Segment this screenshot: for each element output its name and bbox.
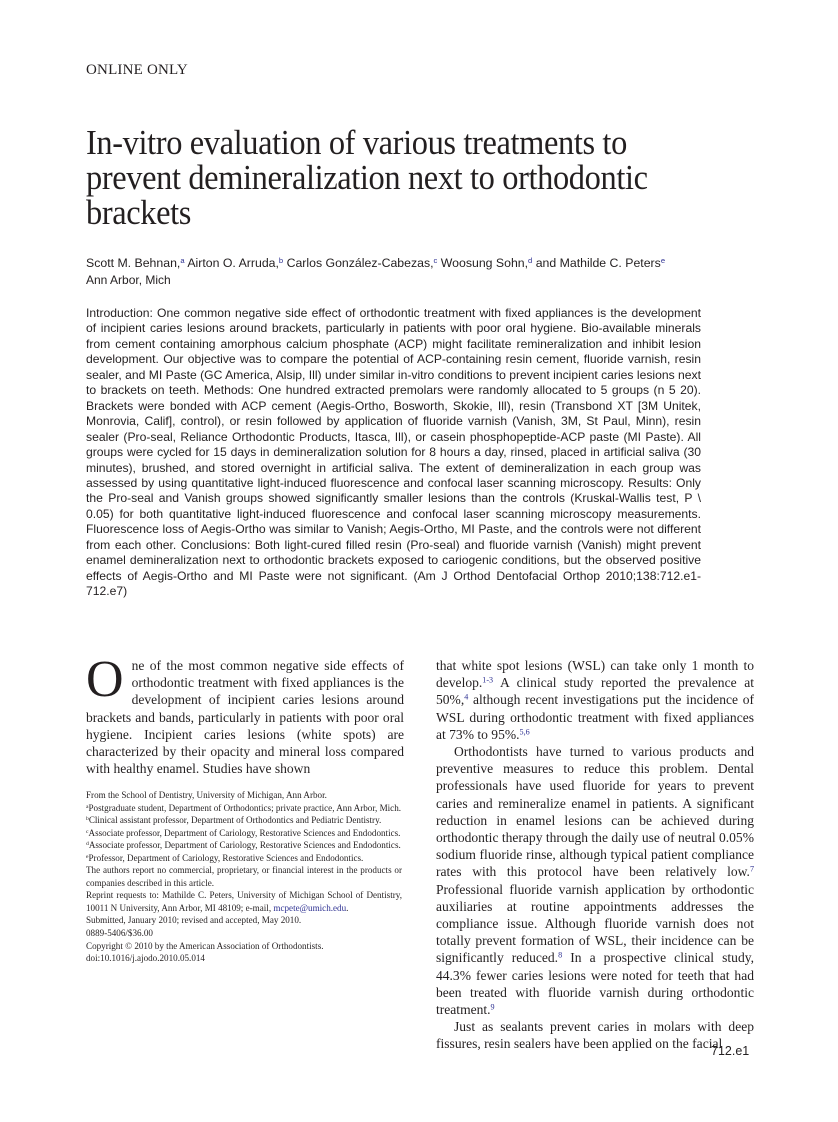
page-number: 712.e1 <box>711 1044 750 1058</box>
author-name: Mathilde C. Peters <box>559 256 661 270</box>
author-name: Woosung Sohn, <box>440 256 529 270</box>
footnote-submitted: Submitted, January 2010; revised and accepted, May 2010. <box>86 915 302 926</box>
author-affiliation-mark: b <box>278 255 284 265</box>
author-affiliation-mark: e <box>660 255 666 265</box>
abstract: Introduction: One common negative side effect of orthodontic treatment with fixed appliances is the development of incipient caries lesions around brackets, particularly in patients with poor oral hygiene. Bio-available minerals from cement containing amorphous calcium phosphate (ACP) might facilitate remineralization and inhibit lesion development. Our objective was to compare the potential of ACP-containing resin cement, fluoride varnish, resin sealer, and MI Paste (GC America, Alsip, Ill) under similar in-vitro conditions to prevent incipient caries lesions next to brackets on teeth. Methods: One hundred extracted premolars were randomly allocated to 5 groups (n 5 20). Brackets were bonded with ACP cement (Aegis-Ortho, Bosworth, Skokie, Ill), resin (Transbond XT [3M Unitek, Monrovia, Calif], control), or resin followed by application of fluoride varnish (Vanish, 3M, St Paul, Minn), resin sealer (Pro-seal, Reliance Orthodontic Products, Itasca, Ill), or casein phosphopeptide-ACP paste (MI Paste). All groups were cycled for 15 days in demineralization solution for 8 hours a day, rinsed, placed in artificial saliva (30 minutes), brushed, and stored overnight in artificial saliva. The extent of demineralization in each group was assessed by using quantitative light-induced fluorescence and confocal laser scanning microscopy. Results: Only the Pro-seal and Vanish groups showed significantly smaller lesions than the controls (Kruskal-Wallis test, P \ 0.05) for both quantitative light-induced fluorescence and confocal laser scanning microscopy measurements. Fluorescence loss of Aegis-Ortho was similar to Vanish; Aegis-Ortho, MI Paste, and the controls were not different from each other. Conclusions: Both light-cured filled resin (Pro-seal) and fluoride varnish (Vanish) might prevent enamel demineralization next to orthodontic brackets exposed to cariogenic conditions, but the observed positive effects of Aegis-Ortho and MI Paste were not significant. (Am J Orthod Dentofacial Orthop 2010;138:712.e1-712.e7) <box>86 306 701 599</box>
footnote-institution: From the School of Dentistry, University of Michigan, Ann Arbor. <box>86 790 327 800</box>
body-paragraph <box>86 651 404 777</box>
footnote-reprint: Reprint requests to: Mathilde C. Peters, University of Michigan School of Dentistry, 10011 N University, Ann Arbor, MI 48109; e-mail, mcpete@umich.edu. <box>86 890 402 913</box>
citation-ref[interactable]: 5,6 <box>519 727 530 737</box>
author-affiliation-mark: c <box>433 255 438 265</box>
author-conjunction: and <box>535 256 557 270</box>
footnote-disclosure: The authors report no commercial, proprietary, or financial interest in the products or companies described in this article. <box>86 865 402 888</box>
author-location: Ann Arbor, Mich <box>86 273 171 287</box>
author-affiliation-mark: a <box>180 255 185 265</box>
footnote-item: $^c$Associate professor, Department of Cariology, Restorative Sciences and Endodontics. <box>86 827 401 838</box>
footnote-doi: doi:10.1016/j.ajodo.2010.05.014 <box>86 953 205 964</box>
author-name: Scott M. Behnan, <box>86 256 181 270</box>
citation-ref[interactable]: 9 <box>490 1002 495 1012</box>
author-name: Carlos González-Cabezas, <box>286 256 434 270</box>
footnote-item: $^a$Postgraduate student, Department of Orthodontics; private practice, Ann Arbor, Mich. <box>86 802 402 813</box>
drop-cap: O <box>86 651 124 708</box>
article-title: In-vitro evaluation of various treatments to prevent demineralization next to orthodontic brackets <box>86 124 648 232</box>
body-paragraph: Just as sealants prevent caries in molars with deep fissures, resin sealers have been applied on the facial <box>436 1019 754 1052</box>
author-affiliation-mark: d <box>528 255 533 265</box>
footnote-issn: 0889-5406/$36.00 <box>86 928 153 939</box>
footnote-item: $^e$Professor, Department of Cariology, Restorative Sciences and Endodontics. <box>86 852 364 863</box>
body-column-right <box>436 657 754 1053</box>
section-label: ONLINE ONLY <box>86 62 188 78</box>
citation-ref[interactable]: 7 <box>749 864 754 874</box>
author-name: Airton O. Arruda, <box>187 256 279 270</box>
footnotes <box>86 789 402 965</box>
footnote-item: $^b$Clinical assistant professor, Department of Orthodontics and Pediatric Dentistry. <box>86 815 382 826</box>
citation-ref[interactable]: 1-3 <box>482 675 494 685</box>
body-paragraph-text: ne of the most common negative side effects of orthodontic treatment with fixed appliances is the development of incipient caries lesions around brackets and bands, particularly in patients with poor oral hygiene. Incipient caries lesions (white spots) are characterized by their opacity and mineral loss compared with healthy enamel. Studies have shown <box>86 658 404 777</box>
body-paragraph: Orthodontists have turned to various products and preventive measures to reduce this problem. Dental professionals have used fluoride for years to prevent caries and remineralize enamel in patients. A significant reduction in enamel lesions can be achieved during orthodontic therapy through the daily use of neutral 0.05% sodium fluoride rinse, although typical patient compliance rates with this protocol have been relatively low.$^7$ Professional fluoride varnish application by orthodontic auxiliaries at routine appointments addresses the compliance issue. Although fluoride varnish does not totally prevent formation of WSL, their incidence can be significantly reduced.$^8$ In a prospective clinical study, 44.3% fewer caries lesions were noted for teeth that had been treated with fluoride varnish during orthodontic treatment.$^9$ <box>436 744 754 1018</box>
author-list <box>86 256 756 270</box>
body-paragraph: that white spot lesions (WSL) can take only 1 month to develop.$^{1-3}$ A clinical study reported the prevalence at 50%,$^4$ although recent investigations put the incidence of WSL during orthodontic treatment with fixed appliances at 73% to 95%.$^{5,6}$ <box>436 658 754 742</box>
citation-ref[interactable]: 8 <box>558 950 563 960</box>
email-link[interactable]: mcpete@umich.edu <box>273 902 347 913</box>
body-column-left <box>86 651 404 777</box>
citation-ref[interactable]: 4 <box>464 692 469 702</box>
footnote-item: $^d$Associate professor, Department of Cariology, Restorative Sciences and Endodontics. <box>86 840 401 851</box>
footnote-copyright: Copyright © 2010 by the American Association of Orthodontists. <box>86 940 324 951</box>
